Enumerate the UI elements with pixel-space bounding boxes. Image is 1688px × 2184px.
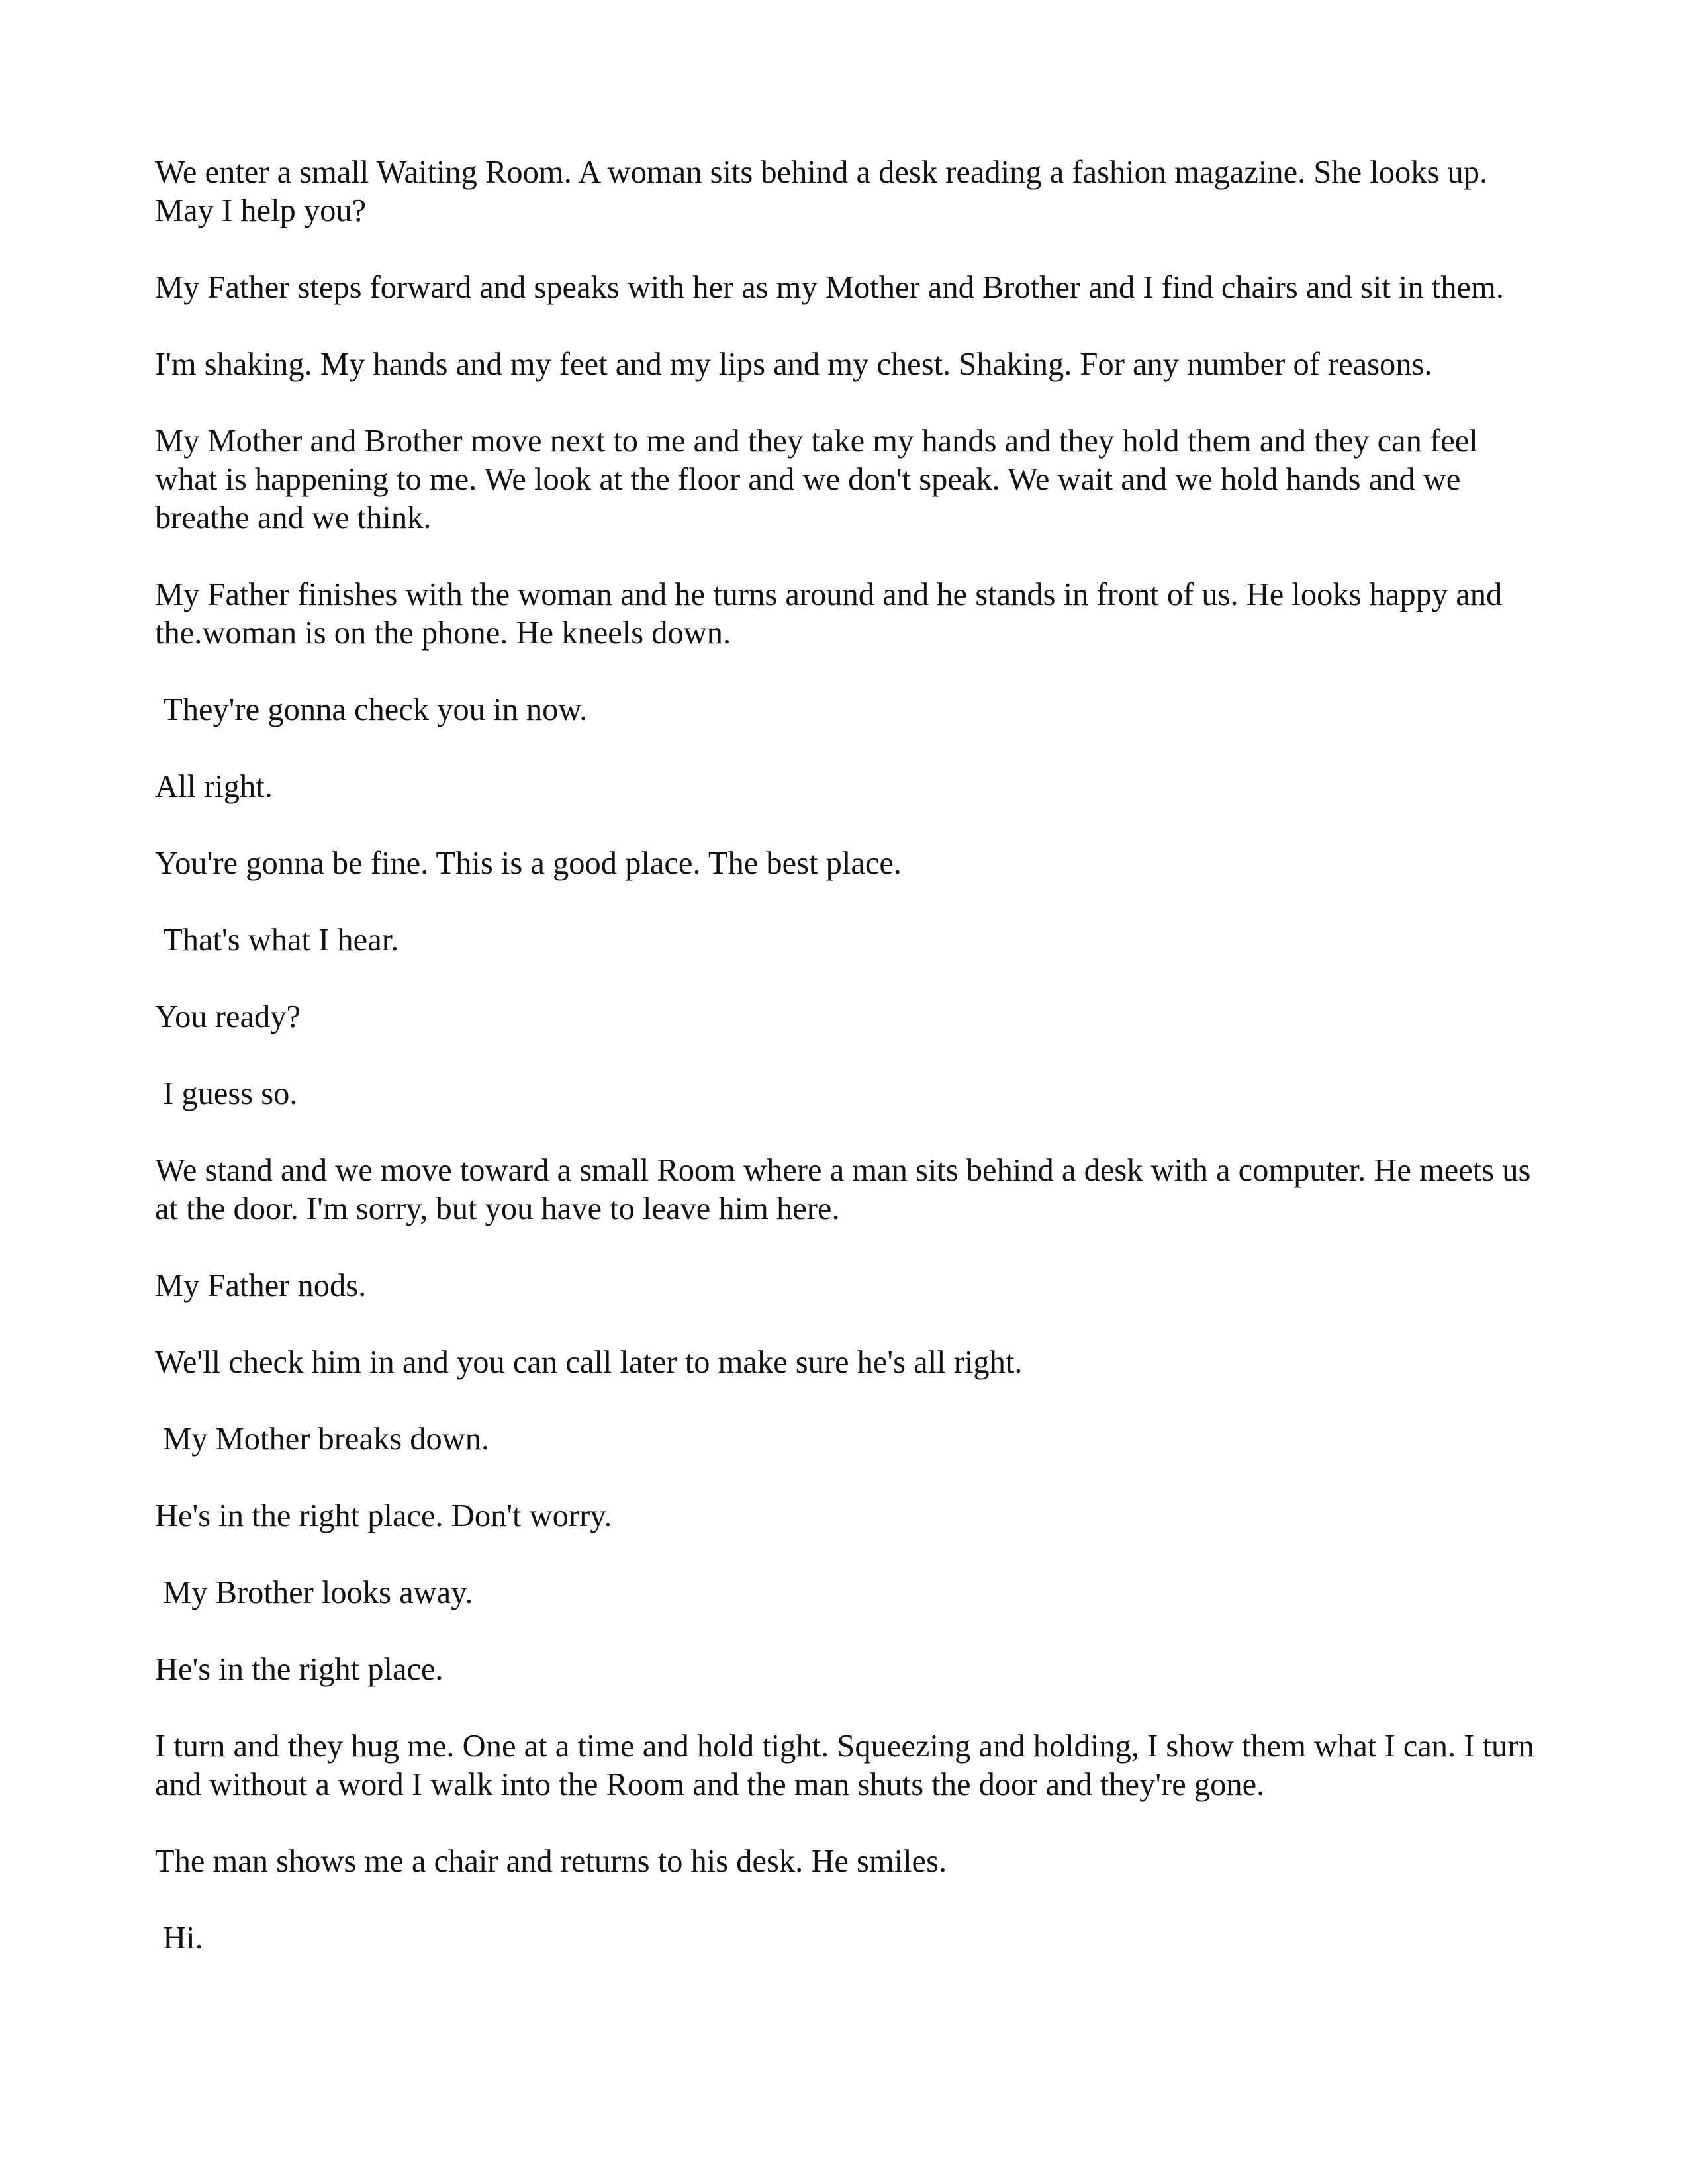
paragraph: The man shows me a chair and returns to his desk. He smiles. [155, 1844, 947, 1879]
paragraph: You're gonna be fine. This is a good place. The best place. [155, 846, 902, 881]
paragraph: My Mother breaks down. [155, 1422, 490, 1457]
paragraph: They're gonna check you in now. [155, 692, 588, 727]
paragraph: My Brother looks away. [155, 1575, 473, 1610]
body-text [155, 154, 1542, 1996]
paragraph: You ready? [155, 999, 301, 1034]
paragraph: We'll check him in and you can call later to make sure he's all right. [155, 1345, 1023, 1380]
paragraph: Hi. [155, 1921, 203, 1956]
paragraph: I turn and they hug me. One at a time and hold tight. Squeezing and holding, I show them what I can. I turn and without a word I walk into the Room and the man shuts the door and they're gone. [155, 1729, 1542, 1802]
paragraph: He's in the right place. [155, 1652, 444, 1687]
paragraph: He's in the right place. Don't worry. [155, 1498, 612, 1533]
paragraph: All right. [155, 769, 273, 804]
paragraph: My Father steps forward and speaks with her as my Mother and Brother and I find chairs and sit in them. [155, 270, 1504, 305]
paragraph: I guess so. [155, 1076, 298, 1111]
paragraph: My Mother and Brother move next to me and they take my hands and they hold them and they can feel what is happening to me. We look at the floor and we don't speak. We wait and we hold hands and we breathe and we think. [155, 424, 1486, 535]
paragraph: My Father nods. [155, 1268, 367, 1303]
paragraph: We enter a small Waiting Room. A woman sits behind a desk reading a fashion magazine. She looks up. May I help you? [155, 155, 1496, 228]
paragraph: My Father finishes with the woman and he turns around and he stands in front of us. He looks happy and the.woman is on the phone. He kneels down. [155, 577, 1511, 651]
paragraph: I'm shaking. My hands and my feet and my lips and my chest. Shaking. For any number of reasons. [155, 347, 1432, 382]
paragraph: We stand and we move toward a small Room where a man sits behind a desk with a computer. He meets us at the door. I'm sorry, but you have to leave him here. [155, 1153, 1539, 1226]
paragraph: That's what I hear. [155, 923, 399, 958]
